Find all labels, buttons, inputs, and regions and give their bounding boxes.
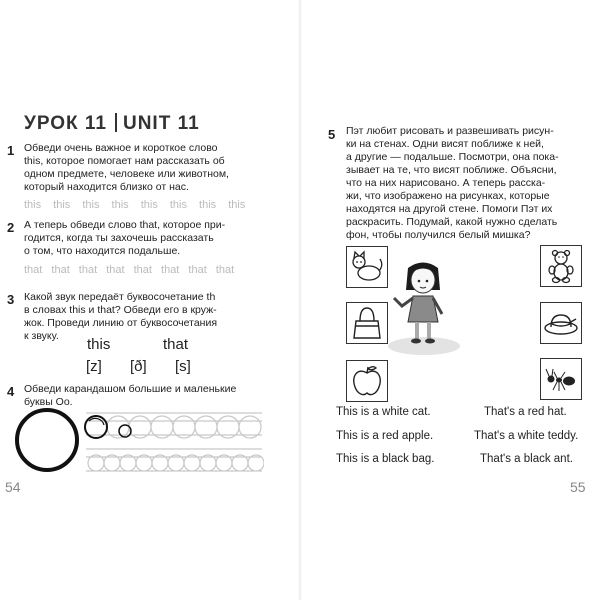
- task5-line: зывает на те, что висят поближе. Объясни,: [346, 164, 557, 176]
- task3-text: [24, 291, 264, 343]
- picture-apple[interactable]: [346, 360, 388, 402]
- task5-text: [346, 125, 580, 242]
- task3-line: в словах this и that? Обведи его в круж-: [24, 304, 217, 316]
- task2-number: 2: [7, 220, 15, 235]
- task2-trace-words[interactable]: that that that that that that that that: [24, 264, 235, 276]
- lesson-title-ru: УРОК 11: [24, 113, 107, 134]
- task1-text: [24, 142, 264, 194]
- task1-line: this, которое помогает нам рассказать об: [24, 155, 225, 167]
- sentence-left-1: This is a white cat.: [336, 406, 431, 418]
- task5-line: ки на стенах. Одни висят поближе к ней,: [346, 138, 544, 150]
- task5-line: жи, что изображено на рисунках, которые: [346, 190, 550, 202]
- right-page: [300, 0, 600, 600]
- apple-icon: [347, 361, 387, 401]
- task1-number: 1: [7, 143, 15, 158]
- task5-line: находятся на другой стене. Помоги Пэт их: [346, 203, 553, 215]
- task1-trace-words[interactable]: this this this this this this this this: [24, 199, 246, 211]
- word-this[interactable]: this: [87, 336, 111, 353]
- task2-line: о том, что находится подальше.: [24, 245, 181, 257]
- sound-s[interactable]: [s]: [175, 358, 191, 375]
- sentence-right-1: That's a red hat.: [484, 406, 567, 418]
- task5-line: что на них нарисовано. А теперь расска-: [346, 177, 546, 189]
- task5-line: раскрасить. Подумай, какой нужно сделать: [346, 216, 558, 228]
- lesson-title: [24, 113, 200, 135]
- page-number-right: 55: [570, 479, 586, 495]
- sentence-right-3: That's a black ant.: [480, 453, 573, 465]
- task4-line: Обведи карандашом большие и маленькие: [24, 383, 237, 395]
- task2-text: [24, 219, 264, 258]
- title-divider: [115, 113, 117, 132]
- task3-line: Какой звук передаёт буквосочетание th: [24, 291, 216, 303]
- teddy-bear-icon: [541, 246, 581, 286]
- task5-line: фон, чтобы получился белый мишка?: [346, 229, 531, 241]
- cat-icon: [347, 247, 387, 287]
- hat-icon: [541, 303, 581, 343]
- task5-line: Пэт любит рисовать и развешивать рисун-: [346, 125, 554, 137]
- task5-line: а другие — подальше. Посмотри, она пока-: [346, 151, 559, 163]
- word-that[interactable]: that: [163, 336, 189, 353]
- task2-line: А теперь обведи слово that, которое при-: [24, 219, 226, 231]
- pat-girl-illustration: [382, 260, 464, 360]
- lesson-title-en: UNIT 11: [122, 113, 200, 134]
- picture-hat[interactable]: [540, 302, 582, 344]
- task5-number: 5: [328, 127, 336, 142]
- task4-line: буквы Oo.: [24, 396, 73, 408]
- sound-z[interactable]: [z]: [86, 358, 102, 375]
- page-number-left: 54: [5, 479, 21, 495]
- bag-icon: [347, 303, 387, 343]
- letter-o-tracing[interactable]: [14, 405, 264, 477]
- sentence-left-2: This is a red apple.: [336, 430, 434, 442]
- task2-line: годится, когда ты захочешь рассказать: [24, 232, 214, 244]
- task1-line: Обведи очень важное и короткое слово: [24, 142, 218, 154]
- task1-line: который находится близко от нас.: [24, 181, 189, 193]
- task3-line: жок. Проведи линию от буквосочетания: [24, 317, 218, 329]
- picture-teddy[interactable]: [540, 245, 582, 287]
- sentence-left-3: This is a black bag.: [336, 453, 435, 465]
- ant-icon: [541, 359, 581, 399]
- task3-line: к звуку.: [24, 330, 59, 342]
- sentence-right-2: That's a white teddy.: [474, 430, 579, 442]
- task4-number: 4: [7, 384, 15, 399]
- picture-ant[interactable]: [540, 358, 582, 400]
- task3-number: 3: [7, 292, 15, 307]
- task1-line: одном предмете, человеке или животном,: [24, 168, 229, 180]
- sound-th[interactable]: [ð]: [130, 358, 147, 375]
